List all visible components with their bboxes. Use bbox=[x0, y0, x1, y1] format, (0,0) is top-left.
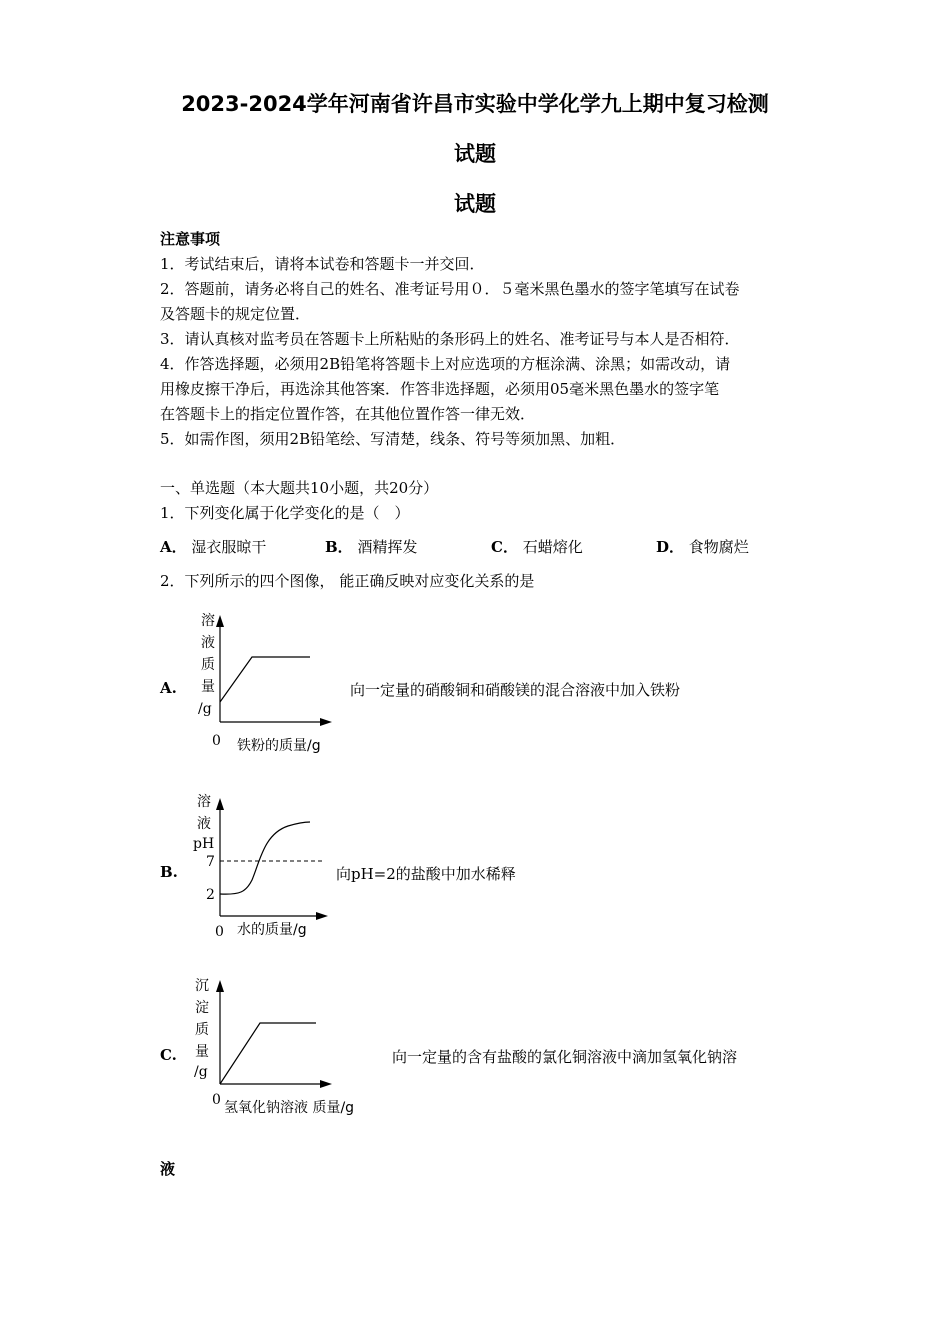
chart-c-x-arrow bbox=[320, 1080, 332, 1088]
question-2-stem: 2．下列所示的四个图像， 能正确反映对应变化关系的是 bbox=[160, 572, 535, 590]
chart-b-y-arrow bbox=[216, 798, 224, 810]
question-1-option-c bbox=[491, 536, 583, 557]
chart-a-ylabel-char: 量 bbox=[201, 679, 215, 695]
question-2-option-c-text: 向一定量的含有盐酸的氯化铜溶液中滴加氢氧化钠溶 bbox=[392, 1048, 738, 1066]
chart-a-ylabel-char: /g bbox=[198, 701, 212, 717]
chart-a-x-arrow bbox=[320, 718, 332, 726]
notice-line: 5．如需作图，须用2B铅笔绘、写清楚，线条、符号等须加黑、加粗． bbox=[160, 430, 626, 448]
chart-b-series-line bbox=[220, 822, 310, 894]
chart-c-xlabel: 氢氧化钠溶液 质量/g bbox=[224, 1100, 355, 1116]
option-letter: C． bbox=[491, 538, 518, 556]
option-letter: B． bbox=[325, 538, 353, 556]
notice-line: 1．考试结束后，请将本试卷和答题卡一并交回． bbox=[160, 255, 485, 273]
notice-line: 4．作答选择题，必须用2B铅笔将答题卡上对应选项的方框涂满、涂黑；如需改动，请 bbox=[160, 355, 731, 373]
page-title: 2023-2024学年河南省许昌市实验中学化学九上期中复习检测 bbox=[181, 92, 769, 116]
chart-a-ylabel-char: 溶 bbox=[201, 613, 215, 629]
chart-b-x-arrow bbox=[316, 912, 328, 920]
chart-a-y-arrow bbox=[216, 615, 224, 627]
question-2-option-a-letter: A. bbox=[160, 679, 177, 697]
chart-b-xlabel: 水的质量/g bbox=[237, 922, 307, 938]
chart-b-ytick-2: 2 bbox=[206, 887, 215, 903]
chart-c bbox=[190, 972, 390, 1122]
chart-b-ytick-7: 7 bbox=[206, 854, 215, 870]
question-1-stem: 1．下列变化属于化学变化的是（ ） bbox=[160, 504, 410, 522]
option-letter: D． bbox=[656, 538, 685, 556]
notice-line: 用橡皮擦干净后，再选涂其他答案．作答非选择题，必须用05毫米黑色墨水的签字笔 bbox=[160, 380, 720, 398]
chart-c-ylabel-char: 质 bbox=[195, 1022, 209, 1038]
question-1-option-d bbox=[656, 536, 749, 557]
question-1-option-a bbox=[160, 536, 266, 557]
chart-c-origin: 0 bbox=[212, 1092, 221, 1108]
chart-c-ylabel-char: 沉 bbox=[195, 978, 209, 994]
notice-line: 3．请认真核对监考员在答题卡上所粘贴的条形码上的姓名、准考证号与本人是否相符． bbox=[160, 330, 740, 348]
page-title-line2: 试题 bbox=[454, 142, 496, 166]
question-2-option-a-text: 向一定量的硝酸铜和硝酸镁的混合溶液中加入铁粉 bbox=[350, 681, 681, 699]
chart-a-origin: 0 bbox=[212, 733, 221, 749]
chart-b-ylabel-char: 溶 bbox=[197, 794, 211, 810]
chart-c-ylabel-char: 淀 bbox=[195, 1000, 209, 1016]
question-2-option-b-text: 向pH=2的盐酸中加水稀释 bbox=[336, 865, 516, 883]
chart-b-ylabel-char: pH bbox=[193, 836, 215, 852]
page-subtitle: 试题 bbox=[454, 192, 496, 216]
chart-c-y-arrow bbox=[216, 980, 224, 992]
option-text: 石蜡熔化 bbox=[522, 538, 583, 556]
option-text: 食物腐烂 bbox=[688, 538, 749, 556]
chart-b bbox=[190, 788, 350, 938]
chart-b-origin: 0 bbox=[215, 924, 224, 940]
question-2-option-c-letter: C. bbox=[160, 1046, 177, 1064]
chart-a-series-line bbox=[220, 657, 310, 702]
notice-line: 在答题卡上的指定位置作答，在其他位置作答一律无效． bbox=[160, 405, 536, 423]
question-1-option-b bbox=[325, 536, 417, 557]
chart-a-ylabel-char: 液 bbox=[201, 635, 215, 651]
option-text: 酒精挥发 bbox=[357, 538, 418, 556]
chart-a-ylabel-char: 质 bbox=[201, 657, 215, 673]
option-letter: A． bbox=[160, 538, 187, 556]
chart-a-xlabel: 铁粉的质量/g bbox=[237, 738, 321, 754]
notice-line: 及答题卡的规定位置． bbox=[160, 305, 311, 323]
chart-b-ylabel-char: 液 bbox=[197, 816, 211, 832]
question-2-option-b-letter: B. bbox=[160, 863, 178, 881]
chart-a bbox=[190, 605, 350, 755]
chart-c-ylabel-char: 量 bbox=[195, 1044, 209, 1060]
notice-line: 2．答题前，请务必将自己的姓名、准考证号用０．５毫米黑色墨水的签字笔填写在试卷 bbox=[160, 280, 740, 298]
chart-c-series-line bbox=[220, 1023, 316, 1084]
notice-heading: 注意事项 bbox=[160, 230, 221, 248]
option-text: 湿衣服晾干 bbox=[191, 538, 267, 556]
chart-c-ylabel-char: /g bbox=[194, 1064, 208, 1080]
section-heading: 一、单选题（本大题共10小题，共20分） bbox=[160, 479, 439, 497]
question-2-option-c-text-continued: 液 bbox=[160, 1160, 176, 1178]
